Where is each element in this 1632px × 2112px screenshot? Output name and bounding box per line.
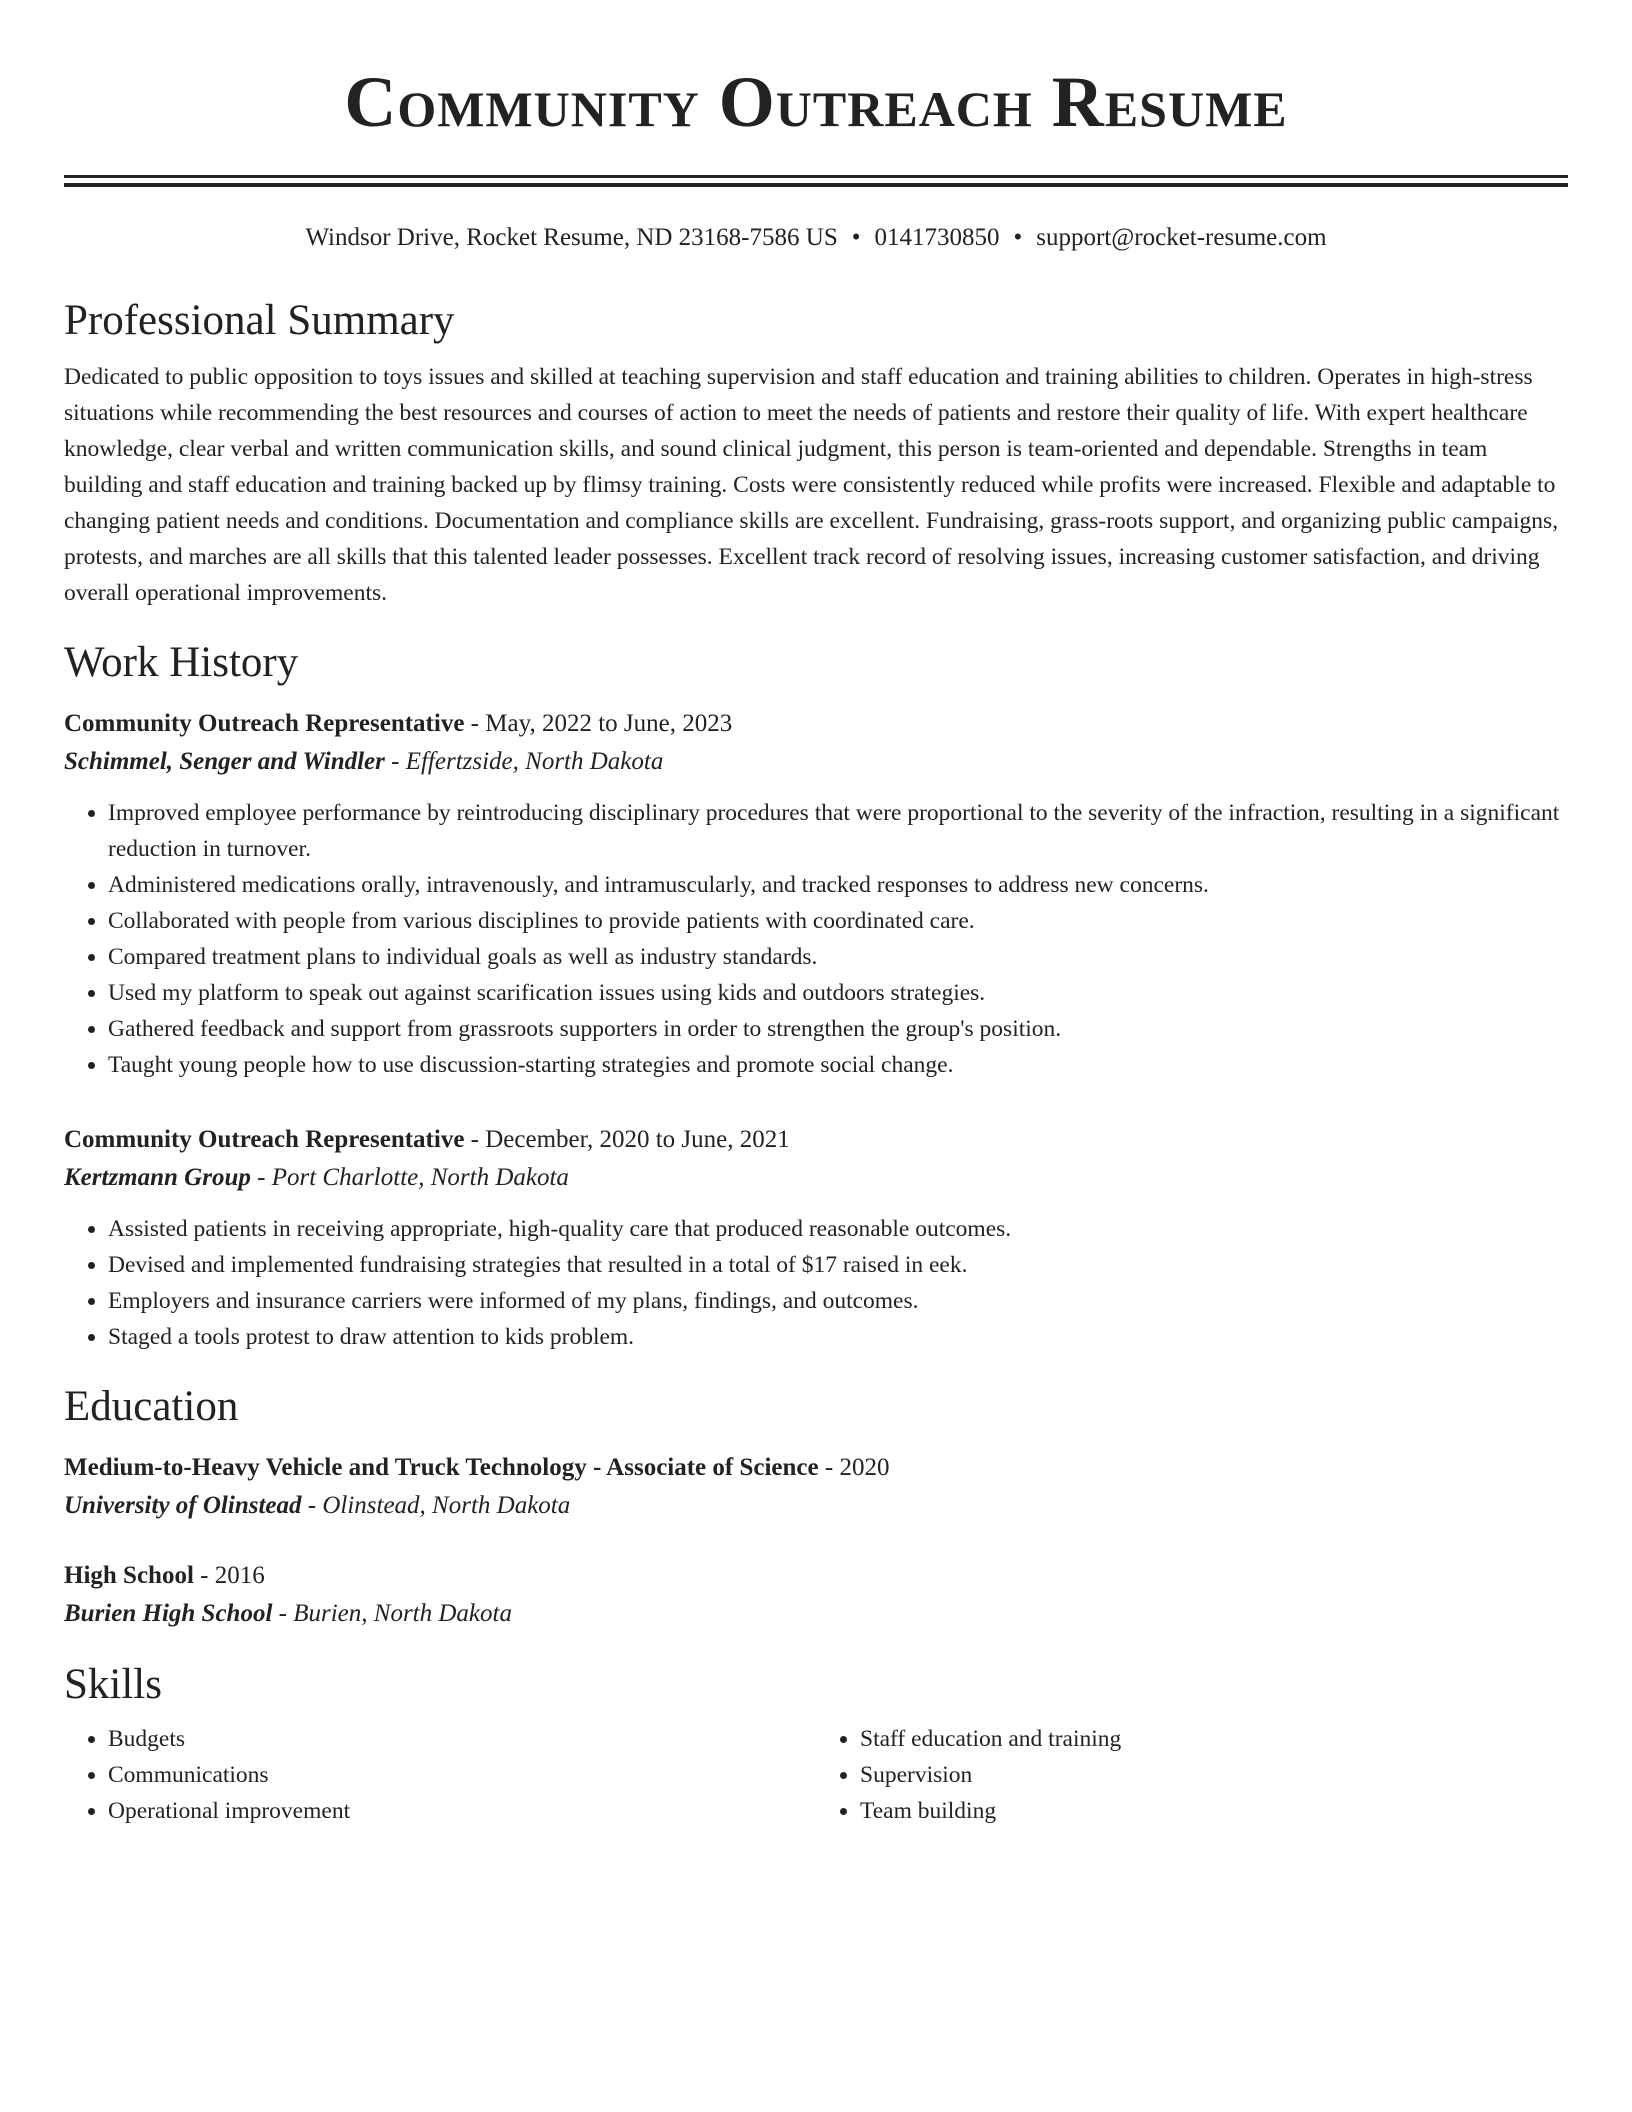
skill-item: • Operational improvement [108,1793,816,1829]
job-bullet: • Employers and insurance carriers were informed of my plans, findings, and outcomes. [108,1283,1568,1319]
education-year: - 2016 [193,1562,265,1589]
job-role-line [64,705,1568,743]
skills-column-right [816,1721,1568,1829]
title-divider [64,175,1568,187]
job-bullet: • Assisted patients in receiving appropriate, high-quality care that produced reasonable outcomes. [108,1211,1568,1247]
contact-separator: • [1013,224,1023,251]
skill-item: • Communications [108,1757,816,1793]
job-entry [64,705,1568,1083]
job-entry [64,1121,1568,1355]
job-bullet: • Staged a tools protest to draw attention to kids problem. [108,1319,1568,1355]
skills-column-left [64,1721,816,1829]
job-location: - Effertzside, North Dakota [384,748,664,775]
education-location: - Burien, North Dakota [272,1600,512,1627]
job-bullet: • Administered medications orally, intravenously, and intramuscularly, and tracked responses to address new concerns. [108,867,1568,903]
education-school-line [64,1487,1568,1525]
job-bullet: • Collaborated with people from various disciplines to provide patients with coordinated care. [108,903,1568,939]
job-org-line [64,743,1568,781]
skills-heading: Skills [64,1661,162,1708]
job-bullet: • Compared treatment plans to individual goals as well as industry standards. [108,939,1568,975]
job-bullets [64,795,1568,1083]
education-entry [64,1449,1568,1525]
education-location: - Olinstead, North Dakota [301,1492,571,1519]
skill-item: • Staff education and training [860,1721,1568,1757]
job-bullet: • Improved employee performance by reintroducing disciplinary procedures that were proportional to the severity of the infraction, resulting in a significant reduction in turnover. [108,795,1568,867]
summary-text: Dedicated to public opposition to toys issues and skilled at teaching supervision and staff education and training abilities to children. Operates in high-stress situations while recommending the best resources and courses of action to meet the needs of patients and restore their quality of life. With expert healthcare knowledge, clear verbal and written communication skills, and sound clinical judgment, this person is team-oriented and dependable. Strengths in team building and staff education and training backed up by flimsy training. Costs were consistently reduced while profits were increased. Flexible and adaptable to changing patient needs and conditions. Documentation and compliance skills are excellent. Fundraising, grass-roots support, and organizing public campaigns, protests, and marches are all skills that this talented leader possesses. Excellent track record of resolving issues, increasing customer satisfaction, and driving overall operational improvements. [64,364,1559,606]
skill-item: • Budgets [108,1721,816,1757]
summary-heading: Professional Summary [64,297,455,344]
skills-grid [64,1721,1568,1829]
education-entry [64,1557,1568,1633]
job-dates: - May, 2022 to June, 2023 [464,710,733,737]
education-degree-line [64,1557,1568,1595]
job-location: - Port Charlotte, North Dakota [250,1164,569,1191]
skill-item: • Supervision [860,1757,1568,1793]
job-dates: - December, 2020 to June, 2021 [464,1126,790,1153]
education-degree: Medium-to-Heavy Vehicle and Truck Technology - Associate of Science [64,1454,819,1481]
resume-title: Community Outreach Resume [344,62,1288,142]
job-org-line [64,1159,1568,1197]
education-school-line [64,1595,1568,1633]
job-title: Community Outreach Representative [64,710,465,737]
job-bullet: • Gathered feedback and support from grassroots supporters in order to strengthen the group's position. [108,1011,1568,1047]
job-title: Community Outreach Representative [64,1126,465,1153]
job-role-line [64,1121,1568,1159]
education-heading: Education [64,1383,239,1430]
job-company: Schimmel, Senger and Windler [64,748,385,775]
education-degree-line [64,1449,1568,1487]
contact-separator: • [851,224,861,251]
job-bullet: • Devised and implemented fundraising strategies that resulted in a total of $17 raised in eek. [108,1247,1568,1283]
education-year: - 2020 [818,1454,890,1481]
education-school: University of Olinstead [64,1492,302,1519]
job-bullets [64,1211,1568,1355]
job-company: Kertzmann Group [64,1164,251,1191]
education-school: Burien High School [64,1600,273,1627]
work-history-heading: Work History [64,639,299,686]
contact-line [64,221,1568,255]
job-bullet: • Used my platform to speak out against scarification issues using kids and outdoors strategies. [108,975,1568,1011]
contact-phone: 0141730850 [874,224,1000,251]
education-degree: High School [64,1562,194,1589]
contact-address: Windsor Drive, Rocket Resume, ND 23168-7586 US [305,224,838,251]
job-bullet: • Taught young people how to use discussion-starting strategies and promote social change. [108,1047,1568,1083]
contact-email: support@rocket-resume.com [1036,224,1327,251]
skill-item: • Team building [860,1793,1568,1829]
